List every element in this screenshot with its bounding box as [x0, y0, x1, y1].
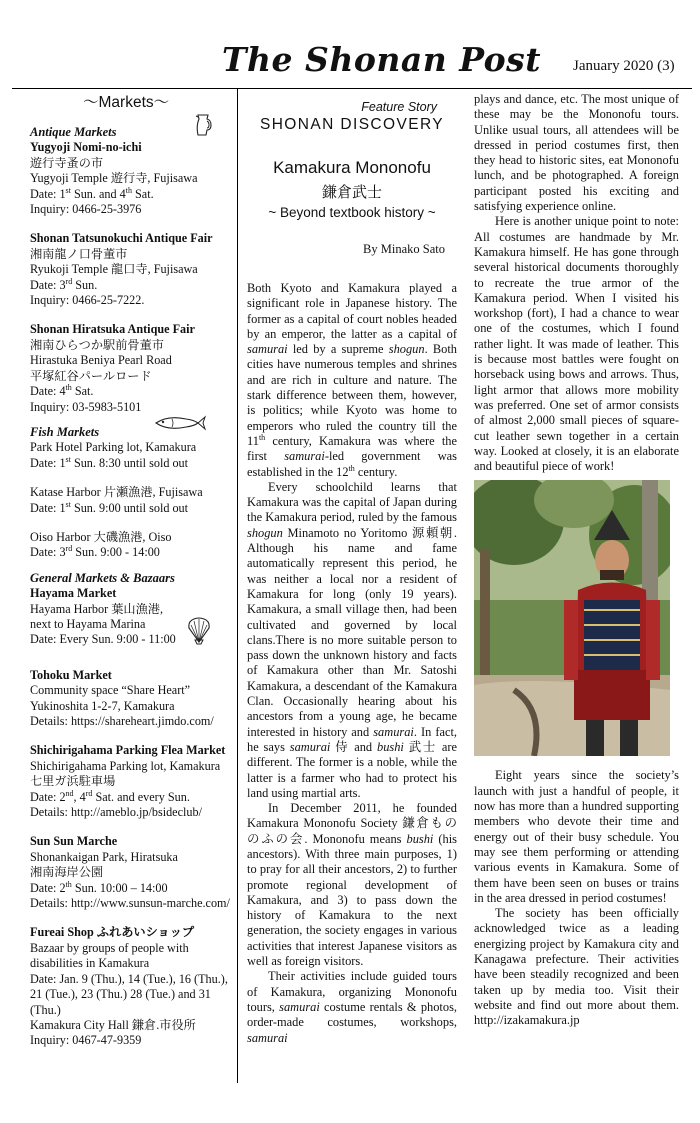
- market-place: Ryukoji Temple 龍口寺, Fujisawa: [30, 262, 198, 277]
- market-entry-fureai: [30, 925, 235, 1048]
- general-markets-heading: General Markets & Bazaars: [30, 570, 175, 585]
- section-name: SHONAN DISCOVERY: [259, 116, 445, 133]
- market-dates: Date: Jan. 9 (Thu.), 14 (Tue.), 16 (Thu.), 21 (Tue.), 23 (Thu.) 28 (Tue.) and 31 (Thu.): [30, 971, 228, 1017]
- market-place: Kamakura City Hall 鎌倉.市役所: [30, 1017, 196, 1032]
- market-entry-tohoku: [30, 668, 235, 730]
- markets-heading: 〜Markets〜: [83, 94, 170, 111]
- article-title-jp: 鎌倉武士: [321, 185, 382, 201]
- market-name-jp: 湘南龍ノ口骨董市: [30, 246, 128, 261]
- market-place: Community space “Share Heart”: [30, 683, 191, 698]
- market-place: Hayama Harbor 葉山漁港,: [30, 601, 164, 616]
- article-body-end: [474, 768, 679, 1028]
- article-title: Kamakura Mononofu: [273, 158, 431, 177]
- market-entry-katase: [30, 485, 235, 516]
- article-column-2: [474, 92, 679, 1028]
- market-date: Date: 2th Sun. 10:00 – 14:00: [30, 879, 168, 895]
- market-inquiry: Inquiry: 03-5983-5101: [30, 399, 142, 414]
- market-place: Katase Harbor 片瀬漁港, Fujisawa: [30, 485, 203, 500]
- article-body: [247, 281, 457, 1046]
- market-name: Hayama Market: [30, 586, 117, 601]
- article-paragraph: The society has been officially acknowledged twice as a leading energizing project by Kamakura city and Kanagawa prefecture. Their activities have been steadily recognized and been taken up by media too. Visit their website and find out more about them. http://izakamakura.jp: [474, 906, 679, 1028]
- market-details-link[interactable]: Details: https://shareheart.jimdo.com/: [30, 714, 214, 728]
- market-name-jp: 湘南ひらつか駅前骨董市: [30, 337, 164, 352]
- column-divider: [237, 89, 238, 1083]
- article-paragraph: Both Kyoto and Kamakura played a significant role in Japanese history. The former as a capital of court nobles headed by an emperor, the latter as a capital of samurai led by a supreme shogun. Both cities have numerous temples and shrines and are rich in culture and nature. The stark difference between them, however, is politics; while Kyoto was home to emperors who ruled the country till the 11th century, Kamakura was where the first samurai-led government was established in the 12th century.: [247, 281, 457, 479]
- article-paragraph: plays and dance, etc. The most unique of these may be the Mononofu tours. Unlike usual tours, all attendees will be dressed in period costumes first, then they head to historic sites, eat Mononofu lunch, and be photographed. A foreign participant posted his exciting and satisfying experience online.: [474, 92, 679, 214]
- market-entry-park-hotel: [30, 440, 235, 471]
- market-name: Tohoku Market: [30, 667, 112, 682]
- market-name: Fureai Shop ふれあいショップ: [30, 925, 195, 940]
- market-place: Shichirigahama Parking lot, Kamakura: [30, 758, 221, 773]
- market-date: Date: 2nd, 4rd Sat. and every Sun.: [30, 788, 190, 804]
- fish-markets-heading: Fish Markets: [30, 424, 100, 439]
- market-entry-hayama: [30, 586, 235, 648]
- market-place-jp: 湘南海岸公園: [30, 865, 104, 880]
- market-date: Date: 1st Sun. and 4th Sat.: [30, 185, 154, 201]
- market-place: Shonankaigan Park, Hiratsuka: [30, 849, 178, 864]
- market-date: Date: 1st Sun. 8:30 until sold out: [30, 454, 189, 470]
- market-road-jp: 平塚紅谷パールロード: [30, 368, 152, 383]
- market-name: Yugyoji Nomi-no-ichi: [30, 140, 142, 155]
- market-name: Sun Sun Marche: [30, 834, 118, 849]
- market-date: Date: 4th Sat.: [30, 383, 94, 399]
- market-road: Hirastuka Beniya Pearl Road: [30, 353, 172, 368]
- article-paragraph: In December 2011, he founded Kamakura Mononofu Society 鎌倉もののふの会. Mononofu means bushi (his ancestors). With three main purposes, 1) to pray for all their ancestors, 2) to further promote regional development of Kamakura, and 3) to pass down the history of Kamakura to the next generation, the society engages in various activities that interest Japanese visitors as well as foreign visitors.: [247, 801, 457, 969]
- market-details-link[interactable]: Details: http://ameblo.jp/bsideclub/: [30, 805, 202, 820]
- byline: By Minako Sato: [363, 242, 445, 256]
- market-name: Shichirigahama Parking Flea Market: [30, 743, 226, 758]
- article-subtitle: ~ Beyond textbook history ~: [268, 205, 436, 220]
- market-place: Yugyoji Temple 遊行寺, Fujisawa: [30, 171, 198, 186]
- market-inquiry: Inquiry: 0466-25-7222.: [30, 293, 145, 308]
- market-name: Shonan Tatsunokuchi Antique Fair: [30, 231, 213, 246]
- market-date: Date: Every Sun. 9:00 - 11:00: [30, 632, 176, 647]
- market-entry-yugyoji: [30, 140, 235, 217]
- market-place-2: next to Hayama Marina: [30, 616, 146, 631]
- article-paragraph: Every schoolchild learns that Kamakura was the capital of Japan during the Kamakura period, ruled by the famous shogun Minamoto no Yoritomo 源頼朝. Although his name and fame automatically represent this period, he was neither a local nor a resident of Kamakura for long (only 19 years). Kamakura, a small village then, had been cultivated and governed by local clans.There is no more suitable person to pass down the unknown history and facts of Kamakura other than Mr. Satoshi Kamakura, a descendant of the Kamakura Clan. Occasionally hearing about his ancestors from a young age, he became interested in history and samurai. In fact, he says samurai 侍 and bushi 武士 are different. The former is a noble, while the latter is a farmer who had to protect his land using martial arts.: [247, 479, 457, 800]
- market-inquiry: Inquiry: 0466-25-3976: [30, 202, 142, 217]
- article-body-continued: [474, 92, 679, 474]
- market-entry-sunsun: [30, 834, 235, 911]
- market-place: Park Hotel Parking lot, Kamakura: [30, 440, 197, 455]
- market-inquiry: Inquiry: 0467-47-9359: [30, 1033, 142, 1048]
- samurai-armor-photo: [474, 480, 670, 756]
- article-paragraph: Their activities include guided tours of Kamakura, organizing Mononofu tours, samurai costume rentals & photos, order-made costumes, workshops, samurai: [247, 969, 457, 1045]
- market-description-2: disabilities in Kamakura: [30, 956, 150, 971]
- market-entry-hiratsuka: [30, 322, 235, 414]
- masthead-rule: [12, 88, 692, 89]
- market-name: Shonan Hiratsuka Antique Fair: [30, 322, 195, 337]
- antique-markets-heading: Antique Markets: [30, 125, 117, 139]
- market-address: Yukinoshita 1-2-7, Kamakura: [30, 698, 175, 713]
- market-place-jp: 七里ガ浜駐車場: [30, 774, 116, 789]
- market-entry-oiso: [30, 530, 235, 561]
- article-paragraph: Eight years since the society’s launch with just a handful of people, it now has more than a hundred supporting members who devote their time and energy out of their busy schedule. You may see them performing or attending various events in Kamakura. Some of them have been seen on buses or trains in the area dressed in period costumes!: [474, 768, 679, 905]
- market-details-link[interactable]: Details: http://www.sunsun-marche.com/: [30, 896, 230, 911]
- market-description: Bazaar by groups of people with: [30, 940, 189, 955]
- market-date: Date: 3rd Sun.: [30, 276, 98, 292]
- market-date: Date: 3rd Sun. 9:00 - 14:00: [30, 544, 160, 560]
- market-entry-shichirigahama: [30, 743, 235, 820]
- market-name-jp: 遊行寺蚤の市: [30, 155, 104, 170]
- issue-date: January 2020 (3): [573, 58, 675, 74]
- market-date: Date: 1st Sun. 9:00 until sold out: [30, 499, 189, 515]
- article-column-1: [247, 100, 457, 1046]
- market-entry-tatsunokuchi: [30, 231, 235, 308]
- newspaper-title: The Shonan Post: [222, 40, 541, 79]
- article-paragraph: Here is another unique point to note: All costumes are handmade by Mr. Kamakura himself. He has gone through several historical documents thoroughly to recreate the true armor of the Kamakura period. When I visited his workshop (fort), I had a chance to wear one of the costumes, which I found rather light. It was made of leather. This is because most battles were fought on horseback using bows and arrows. Thus, light armor that allows more mobility was preferred. One set of armor consists of almost 2,000 small pieces of square-cut leather sewn together in a certain way. Looked at closely, it is an elaborate and beautiful piece of work!: [474, 214, 679, 474]
- markets-sidebar: [30, 95, 235, 1063]
- feature-story-kicker: Feature Story: [361, 100, 437, 114]
- market-place: Oiso Harbor 大磯漁港, Oiso: [30, 529, 172, 544]
